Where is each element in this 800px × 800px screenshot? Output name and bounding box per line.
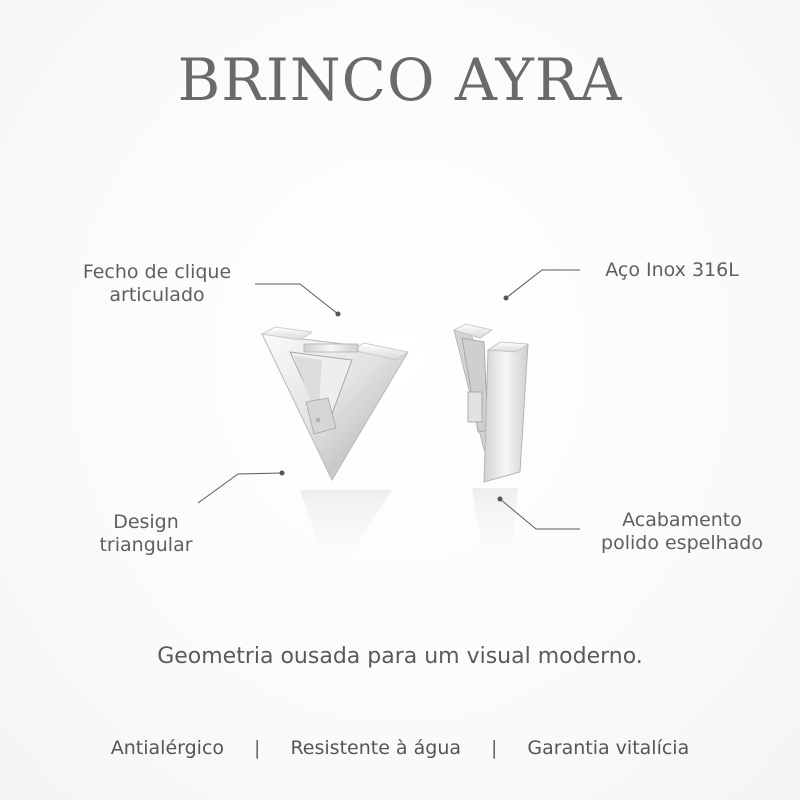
- tagline: Geometria ousada para um visual moderno.: [157, 644, 643, 669]
- features-bar: [0, 737, 800, 759]
- callout-finish: [580, 509, 784, 555]
- feature-water-resistant: Resistente à água: [290, 737, 461, 759]
- callout-clasp-line-2: articulado: [109, 284, 205, 306]
- callout-clasp-line-1: Fecho de clique: [82, 261, 232, 283]
- callout-design-line-2: triangular: [99, 534, 193, 556]
- callout-design: [72, 511, 220, 557]
- callout-design-line-1: Design: [113, 511, 179, 533]
- callout-steel: [590, 259, 754, 282]
- feature-separator: |: [491, 737, 498, 759]
- feature-hypoallergenic: Antialérgico: [110, 737, 225, 759]
- callout-clasp: [52, 261, 262, 307]
- callout-steel-line-1: Aço Inox 316L: [605, 259, 739, 281]
- product-title: BRINCO AYRA: [177, 46, 623, 114]
- feature-separator: |: [254, 737, 261, 759]
- callout-finish-line-1: Acabamento: [622, 509, 742, 531]
- callout-finish-line-2: polido espelhado: [601, 532, 763, 554]
- feature-lifetime-warranty: Garantia vitalícia: [527, 737, 690, 759]
